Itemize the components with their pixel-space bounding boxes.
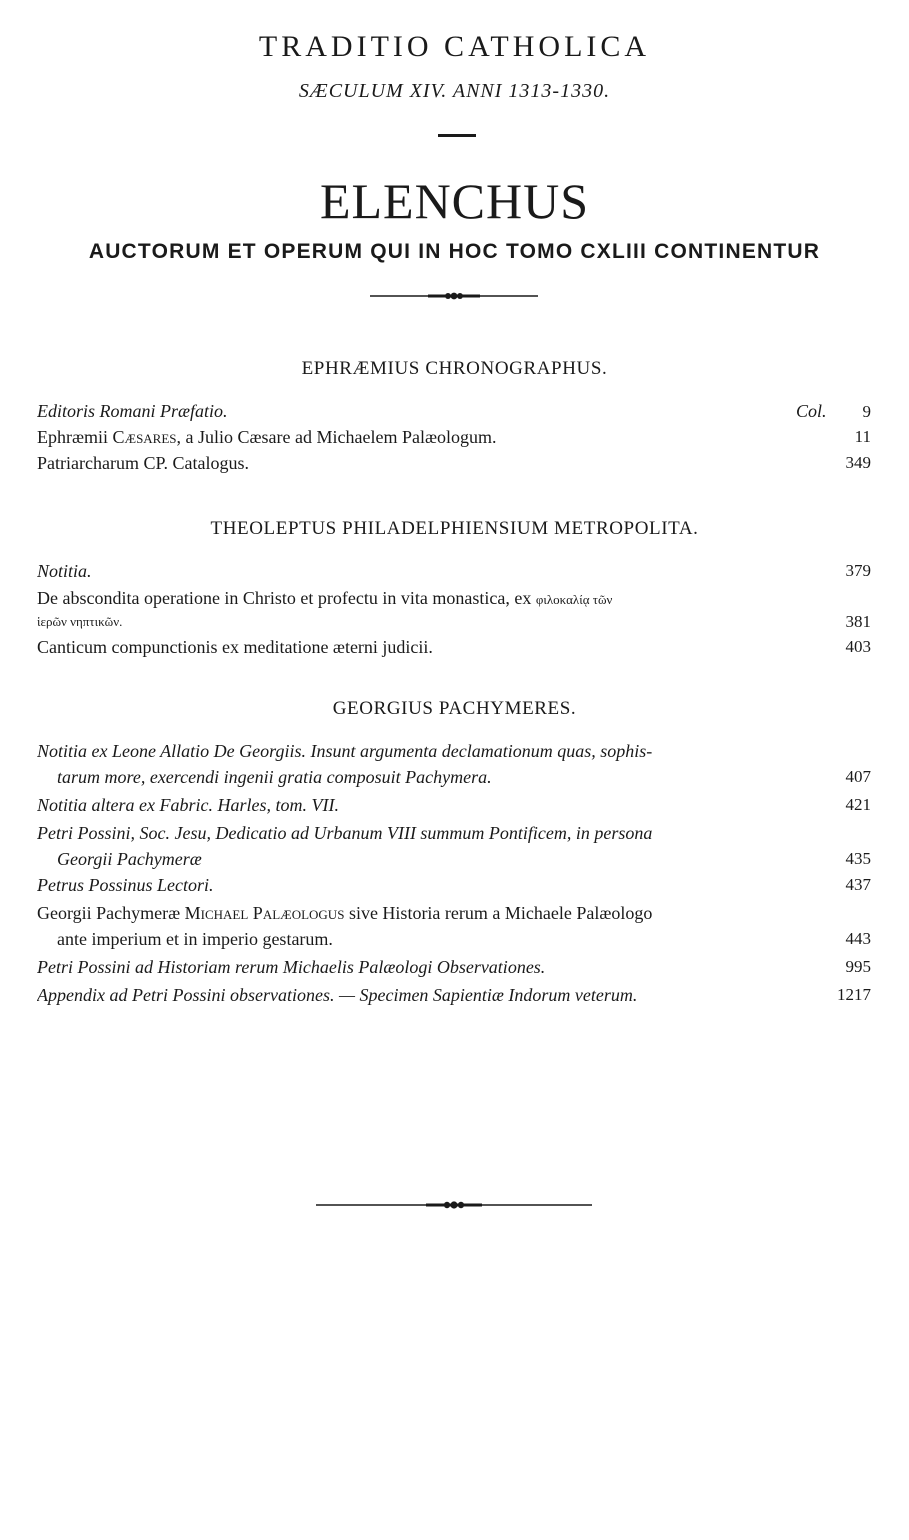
entry-greek-text: φιλοκαλίᾳ τῶν — [535, 592, 613, 607]
short-rule-divider — [438, 134, 476, 137]
entry-title: Appendix ad Petri Possini observationes. — Specimen Sapientiæ Indorum veterum. — [37, 985, 638, 1005]
column-number: 421 — [845, 795, 871, 814]
entry-title-line1: Notitia ex Leone Allatio De Georgiis. Insunt argumenta declamationum quas, sophis- — [37, 741, 653, 761]
entry-title-line2: Georgii Pachymeræ — [57, 849, 202, 869]
column-number: 349 — [845, 453, 871, 472]
series-title: TRADITIO CATHOLICA — [258, 30, 651, 63]
list-item — [37, 954, 871, 980]
column-number: 403 — [845, 637, 871, 656]
entry-title: Notitia. — [37, 561, 92, 581]
column-number: 995 — [845, 957, 871, 976]
series-subtitle: SÆCULUM XIV. ANNI 1313-1330. — [298, 80, 611, 102]
column-number: 407 — [845, 767, 871, 786]
list-item — [37, 982, 871, 1008]
entry-title-smallcaps: Cæsares — [112, 427, 177, 447]
ornament-divider-top — [370, 290, 538, 302]
column-number: 9 — [862, 402, 871, 421]
list-item — [37, 398, 871, 425]
entry-title-line1: Petri Possini, Soc. Jesu, Dedicatio ad Urbanum VIII summum Pontificem, in persona — [37, 823, 653, 843]
entry-title-part: Georgii Pachymeræ — [37, 903, 185, 923]
list-item — [37, 586, 871, 632]
entry-title-line2: tarum more, exercendi ingenii gratia composuit Pachymera. — [57, 767, 492, 787]
page-subtitle: AUCTORUM ET OPERUM QUI IN HOC TOMO CXLIII CONTINENTUR — [88, 240, 821, 263]
column-number: 1217 — [837, 985, 871, 1004]
column-number: 437 — [845, 875, 871, 894]
entry-greek-text: ἱερῶν νηπτικῶν. — [37, 614, 123, 629]
column-number: 443 — [845, 929, 871, 948]
entry-title: Notitia altera ex Fabric. Harles, tom. VII. — [37, 795, 339, 815]
list-item — [37, 424, 871, 450]
list-item — [37, 558, 871, 584]
entry-title-line2: ante imperium et in imperio gestarum. — [57, 929, 333, 949]
list-item — [37, 792, 871, 818]
entry-title: Canticum compunctionis ex meditatione æterni judicii. — [37, 637, 433, 657]
entry-title-smallcaps: Michael Palæologus — [184, 903, 345, 923]
entry-title: Patriarcharum CP. Catalogus. — [37, 453, 249, 473]
entry-title-part: Ephræmii — [37, 427, 113, 447]
column-number: 435 — [845, 849, 871, 868]
column-number: 379 — [845, 561, 871, 580]
entry-title-part: sive Historia rerum a Michaele Palæologo — [344, 903, 653, 923]
entry-title: Petri Possini ad Historiam rerum Michaelis Palæologi Observationes. — [37, 957, 546, 977]
section-title-ephraemius: EPHRÆMIUS CHRONOGRAPHUS. — [301, 358, 608, 379]
column-label: Col. — [795, 401, 827, 421]
section-title-georgius: GEORGIUS PACHYMERES. — [332, 698, 577, 719]
entry-title-line1: De abscondita operatione in Christo et profectu in vita monastica, ex — [37, 588, 536, 608]
list-item — [37, 634, 871, 660]
ornament-divider-bottom — [316, 1198, 592, 1212]
list-item — [37, 872, 871, 898]
entry-title: Petrus Possinus Lectori. — [37, 875, 214, 895]
list-item — [37, 450, 871, 476]
entry-title: Editoris Romani Præfatio. — [37, 401, 228, 421]
list-item — [37, 738, 871, 790]
column-number: 11 — [854, 427, 871, 446]
page-title: ELENCHUS — [319, 173, 590, 229]
section-title-theoleptus: THEOLEPTUS PHILADELPHIENSIUM METROPOLITA. — [210, 518, 699, 539]
entry-title-part: , a Julio Cæsare ad Michaelem Palæologum. — [176, 427, 497, 447]
list-item — [37, 820, 871, 872]
column-number: 381 — [845, 612, 871, 631]
list-item — [37, 900, 871, 952]
